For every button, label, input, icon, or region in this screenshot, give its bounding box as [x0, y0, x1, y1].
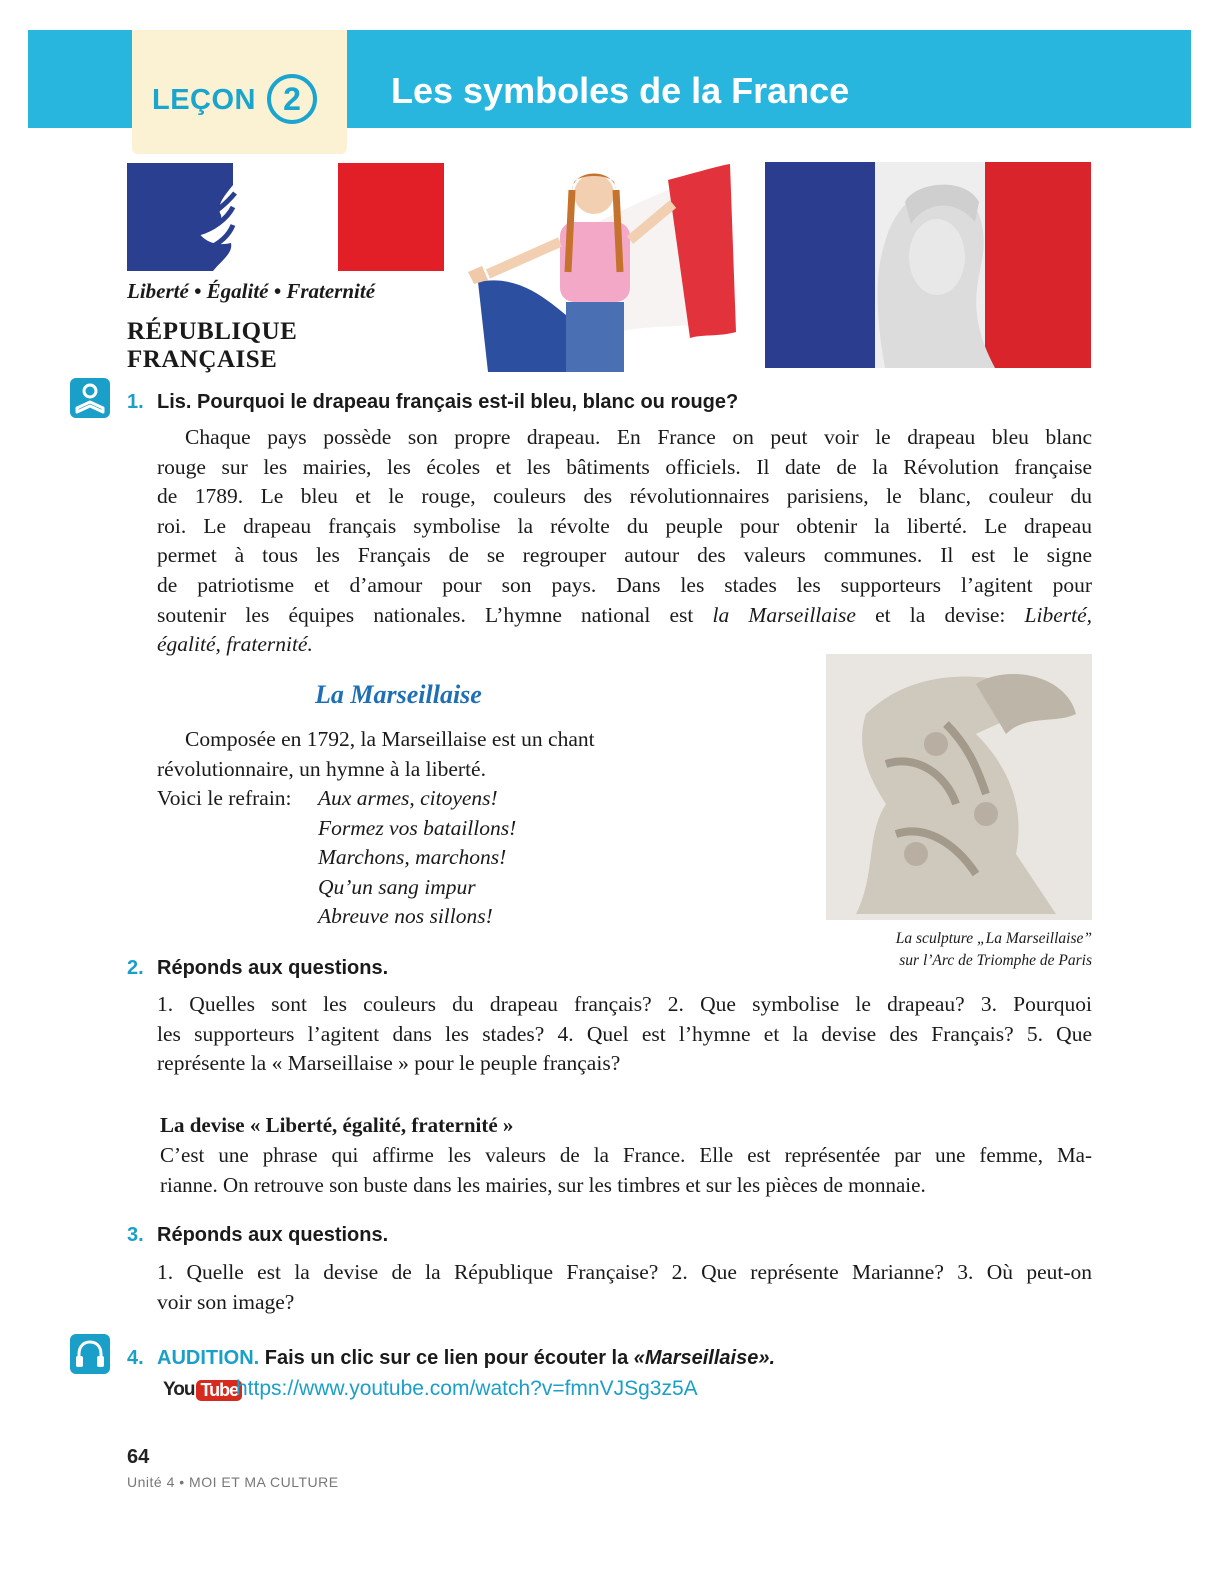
refrain-line: Aux armes, citoyens!: [318, 786, 498, 810]
caption-line: La sculpture „La Marseillaise”: [895, 930, 1092, 947]
question-4-number: 4.: [127, 1347, 144, 1369]
page-title: Les symboles de la France: [391, 70, 850, 111]
text-line: 1. Quelle est la devise de la République Française? 2. Que représente Marianne? 3. Où peut-on: [157, 1260, 1092, 1284]
text-line: 1. Quelles sont les couleurs du drapeau français? 2. Que symbolise le drapeau? 3. Pourquoi: [157, 992, 1092, 1016]
refrain-line: Abreuve nos sillons!: [318, 904, 493, 929]
text-line: roi. Le drapeau français symbolise la révolte du peuple pour obtenir la liberté. Le drapeau: [157, 513, 1092, 538]
marianne-profile-icon: [193, 163, 299, 271]
reading-icon: [70, 378, 110, 418]
question-3-prompt: Réponds aux questions.: [157, 1224, 389, 1246]
youtube-logo-tube: Tube: [196, 1380, 242, 1401]
devise-title: La devise « Liberté, égalité, fraternité »: [160, 1113, 514, 1137]
youtube-logo: [163, 1377, 242, 1403]
text-line: permet à tous les Français de se regrouper autour des valeurs communes. Il est le signe: [157, 543, 1092, 568]
question-1-number: 1.: [127, 391, 144, 413]
text-line: égalité, fraternité.: [157, 632, 313, 657]
refrain-text: [318, 784, 516, 932]
text-line: Chaque pays possède son propre drapeau. En France on peut voir le drapeau bleu blanc: [185, 425, 1092, 449]
audition-label: AUDITION.: [157, 1347, 260, 1369]
logo-flag: [127, 163, 444, 271]
caption-line: sur l’Arc de Triomphe de Paris: [899, 952, 1092, 969]
text-line: Composée en 1792, la Marseillaise est un chant: [185, 727, 595, 751]
page-number: 64: [127, 1446, 150, 1468]
question-2-text: [157, 990, 1092, 1079]
prompt-emphasis: «Marseillaise».: [633, 1347, 776, 1369]
devise-box: [160, 1110, 1092, 1200]
text-line: de patriotisme et d’amour pour son pays. Dans les stades les supporteurs l’agitent pour: [157, 572, 1092, 597]
sculpture-photo: [826, 654, 1092, 920]
text-line: C’est une phrase qui affirme les valeurs de la France. Elle est représentée par une femme, Ma-: [160, 1143, 1092, 1167]
refrain-line: Formez vos bataillons!: [318, 815, 517, 840]
text-line: représente la « Marseillaise » pour le peuple français?: [157, 1051, 621, 1076]
refrain-line: Qu’un sang impur: [318, 874, 476, 899]
logo-name: RÉPUBLIQUE FRANÇAISE: [127, 318, 298, 373]
question-3-number: 3.: [127, 1224, 144, 1246]
lesson-label: LEÇON: [152, 84, 256, 116]
question-1-prompt: Lis. Pourquoi le drapeau français est-il bleu, blanc ou rouge?: [157, 391, 739, 413]
youtube-logo-you: You: [163, 1379, 195, 1400]
prompt-text: Fais un clic sur ce lien pour écouter la: [264, 1347, 634, 1369]
question-2-prompt: Réponds aux questions.: [157, 957, 389, 979]
marianne-bust-photo: [765, 162, 1091, 368]
text-line: voir son image?: [157, 1289, 295, 1314]
lesson-number: 2: [267, 74, 317, 124]
question-4-prompt: [157, 1347, 775, 1370]
headphones-icon: [70, 1334, 110, 1374]
republique-logo: [127, 163, 444, 373]
text-line: rouge sur les mairies, les écoles et les bâtiments officiels. Il date de la Révolution française: [157, 454, 1092, 479]
flag-text: [157, 423, 1092, 660]
refrain-line: Marchons, marchons!: [318, 845, 507, 870]
text-line: rianne. On retrouve son buste dans les mairies, sur les timbres et sur les pièces de monnaie.: [160, 1173, 926, 1197]
text-line: de 1789. Le bleu et le rouge, couleurs des révolutionnaires parisiens, le blanc, couleur du: [157, 484, 1092, 509]
text-line: révolutionnaire, un hymne à la liberté.: [157, 756, 486, 781]
question-3-text: [157, 1258, 1092, 1317]
question-2-number: 2.: [127, 957, 144, 979]
logo-motto: Liberté • Égalité • Fraternité: [127, 279, 376, 303]
text-line: les supporteurs l’agitent dans les stades? 4. Quel est l’hymne et la devise des Français? 5. Que: [157, 1021, 1092, 1046]
refrain-label: Voici le refrain:: [157, 786, 292, 811]
text-line: soutenir les équipes nationales. L’hymne national est la Marseillaise et la devise: Liberté,: [157, 602, 1092, 627]
girl-with-flag-photo: [468, 162, 736, 372]
section-title: La Marseillaise: [315, 680, 482, 709]
sculpture-caption: [826, 928, 1092, 972]
footer-unit: Unité 4 • MOI ET MA CULTURE: [127, 1474, 339, 1490]
youtube-link[interactable]: https://www.youtube.com/watch?v=fmnVJSg3z5A: [236, 1377, 698, 1400]
